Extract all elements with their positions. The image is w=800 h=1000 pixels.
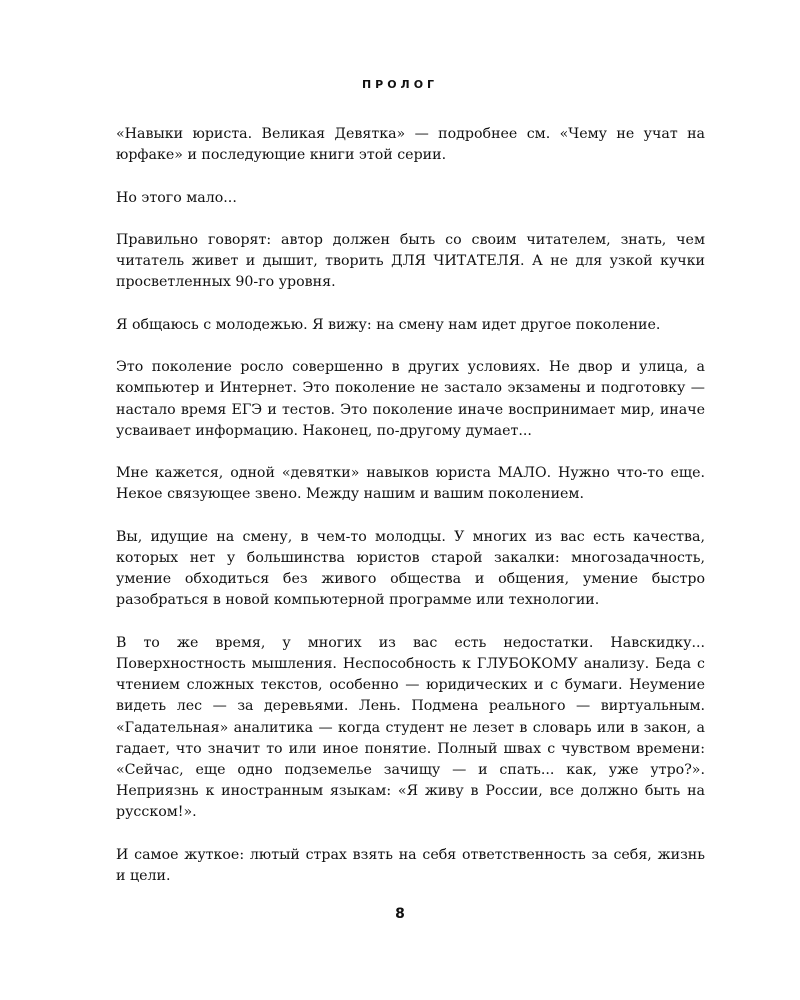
- paragraph: В то же время, у многих из вас есть недостатки. Навскидку... Поверхностность мышления. Неспособность к ГЛУБОКОМУ анализу. Беда с чтением сложных текстов, особенно — юридических и с бумаги. Неумение видеть лес — за деревьями. Лень. Подмена реального — виртуальным. «Гадательная» аналитика — когда студент не лезет в словарь или в закон, а гадает, что значит то или иное понятие. Полный швах с чувством времени: «Сейчас, еще одно подземелье зачищу — и спать... как, уже утро?». Неприязнь к иностранным языкам: «Я живу в России, все должно быть на русском!».: [116, 634, 705, 821]
- body-text: [116, 124, 705, 908]
- page-number: 8: [395, 906, 405, 922]
- paragraph: Мне кажется, одной «девятки» навыков юриста МАЛО. Нужно что-то еще. Некое связующее звено. Между нашим и вашим поколением.: [116, 465, 705, 503]
- paragraph: Правильно говорят: автор должен быть со своим читателем, знать, чем читатель живет и дышит, творить ДЛЯ ЧИТАТЕЛЯ. А не для узкой кучки просветленных 90-го уровня.: [116, 231, 705, 291]
- running-title: ПРОЛОГ: [361, 78, 439, 91]
- paragraph: Я общаюсь с молодежью. Я вижу: на смену нам идет другое поколение.: [116, 316, 661, 333]
- paragraph: Но этого мало...: [116, 189, 237, 206]
- paragraph: Вы, идущие на смену, в чем-то молодцы. У многих из вас есть качества, которых нет у большинства юристов старой закалки: многозадачность, умение обходиться без живого общества и общения, умение быстро разобраться в новой компьютерной программе или технологии.: [116, 528, 705, 609]
- paragraph: Это поколение росло совершенно в других условиях. Не двор и улица, а компьютер и Интернет. Это поколение не застало экзамены и подготовку — настало время ЕГЭ и тестов. Это поколение иначе воспринимает мир, иначе усваивает информацию. Наконец, по-другому думает...: [116, 359, 705, 439]
- paragraph: «Навыки юриста. Великая Девятка» — подробнее см. «Чему не учат на юрфаке» и последующие книги этой серии.: [116, 126, 705, 164]
- paragraph: И самое жуткое: лютый страх взять на себя ответственность за себя, жизнь и цели.: [116, 846, 705, 884]
